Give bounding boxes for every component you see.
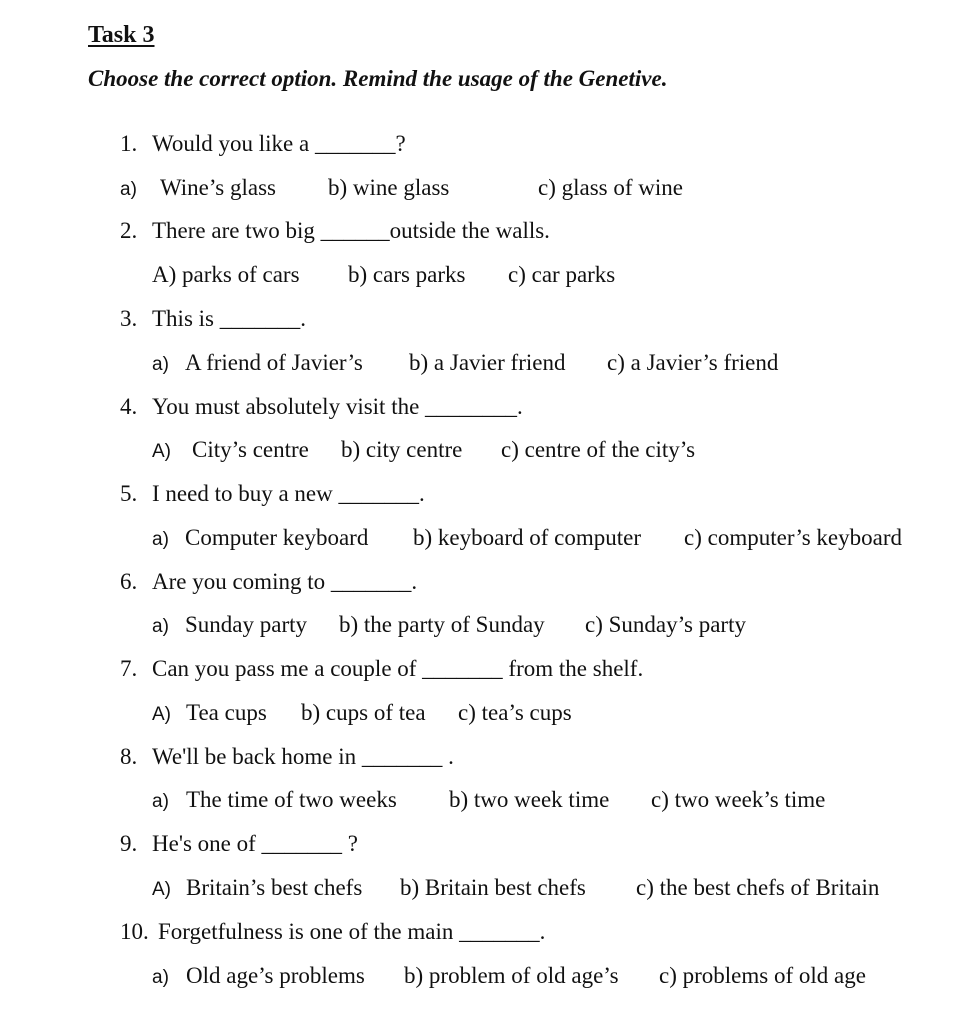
question-text: I need to buy a new _______. [152, 481, 425, 506]
instruction-text: Choose the correct option. Remind the usage of the Genetive. [88, 66, 668, 91]
option-a: Old age’s problems [186, 963, 365, 988]
question-text: Can you pass me a couple of _______ from the shelf. [152, 656, 644, 681]
option-b: b) a Javier friend [409, 350, 566, 375]
question-text: This is _______. [152, 306, 306, 331]
option-b: b) Britain best chefs [400, 875, 586, 900]
option-marker: a) [152, 791, 169, 812]
option-marker: a) [120, 179, 137, 200]
option-marker: A) [152, 441, 171, 462]
question-number: 1. [120, 131, 138, 156]
option-c: c) tea’s cups [458, 700, 572, 725]
question-text: You must absolutely visit the ________. [152, 394, 523, 419]
option-c: c) computer’s keyboard [684, 525, 902, 550]
option-b: b) cars parks [348, 262, 466, 287]
option-b: b) wine glass [328, 175, 450, 200]
question-text: There are two big ______outside the walls. [152, 218, 550, 243]
option-marker: a) [152, 616, 169, 637]
option-marker: a) [152, 529, 169, 550]
option-a: City’s centre [192, 437, 309, 462]
option-marker: A) [152, 879, 171, 900]
question-number: 6. [120, 569, 138, 594]
option-b: b) two week time [449, 787, 610, 812]
option-b: b) keyboard of computer [413, 525, 642, 550]
question-text: He's one of _______ ? [152, 831, 358, 856]
option-a: Britain’s best chefs [186, 875, 363, 900]
question-number: 9. [120, 831, 138, 856]
option-c: c) Sunday’s party [585, 612, 746, 637]
question-number: 8. [120, 744, 138, 769]
option-marker: a) [152, 967, 169, 988]
option-a: Wine’s glass [160, 175, 276, 200]
question-text: Would you like a _______? [152, 131, 406, 156]
option-a: A friend of Javier’s [185, 350, 363, 375]
question-number: 10. [120, 919, 149, 944]
question-text: Forgetfulness is one of the main _______. [158, 919, 546, 944]
question-number: 7. [120, 656, 138, 681]
option-a: Sunday party [185, 612, 308, 637]
option-c: c) car parks [508, 262, 616, 287]
option-c: c) two week’s time [651, 787, 826, 812]
option-b: b) city centre [341, 437, 463, 462]
option-c: c) centre of the city’s [501, 437, 696, 462]
question-number: 5. [120, 481, 138, 506]
option-b: b) the party of Sunday [339, 612, 545, 637]
question-number: 2. [120, 218, 138, 243]
option-a: The time of two weeks [186, 787, 397, 812]
option-a: A) parks of cars [152, 262, 300, 287]
option-c: c) problems of old age [659, 963, 866, 988]
question-text: We'll be back home in _______ . [152, 744, 454, 769]
option-a: Tea cups [186, 700, 267, 725]
option-a: Computer keyboard [185, 525, 369, 550]
question-number: 3. [120, 306, 138, 331]
option-c: c) glass of wine [538, 175, 683, 200]
question-number: 4. [120, 394, 138, 419]
question-text: Are you coming to _______. [152, 569, 418, 594]
option-b: b) cups of tea [301, 700, 426, 725]
option-b: b) problem of old age’s [404, 963, 619, 988]
option-marker: a) [152, 354, 169, 375]
task-title: Task 3 [88, 22, 155, 48]
option-c: c) a Javier’s friend [607, 350, 779, 375]
option-marker: A) [152, 704, 171, 725]
option-c: c) the best chefs of Britain [636, 875, 880, 900]
